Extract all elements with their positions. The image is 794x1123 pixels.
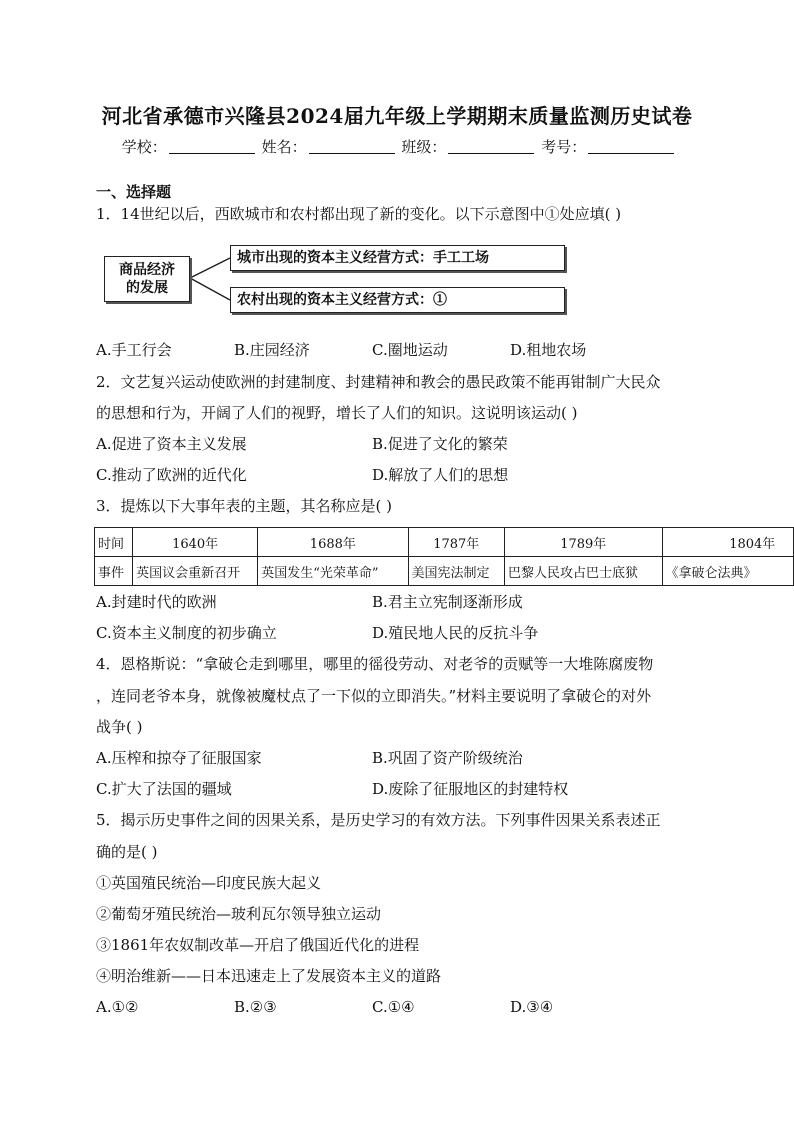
q5-item-1: ①英国殖民统治—印度民族大起义: [96, 874, 322, 892]
table-cell: 1787年: [408, 528, 505, 557]
q3-option-d[interactable]: D.殖民地人民的反抗斗争: [372, 624, 539, 642]
school-label: 学校：: [121, 138, 167, 156]
table-cell: 1688年: [258, 528, 408, 557]
table-cell: 1789年: [505, 528, 662, 557]
school-field[interactable]: [169, 139, 255, 154]
diagram-left-box: [104, 256, 190, 302]
q2-option-d[interactable]: D.解放了人们的思想: [372, 466, 509, 484]
q5-option-c[interactable]: C.①④: [372, 998, 415, 1016]
q1-option-a[interactable]: A.手工行会: [96, 341, 172, 359]
q2-option-c[interactable]: C.推动了欧洲的近代化: [96, 466, 247, 484]
q2-stem-line1: 2．文艺复兴运动使欧洲的封建制度、封建精神和教会的愚民政策不能再钳制广大民众: [96, 373, 661, 391]
q3-option-c[interactable]: C.资本主义制度的初步确立: [96, 624, 277, 642]
q5-option-d[interactable]: D.③④: [510, 998, 554, 1016]
section-heading: 一、选择题: [96, 183, 172, 201]
number-field[interactable]: [588, 139, 674, 154]
q1-option-c[interactable]: C.圈地运动: [372, 341, 448, 359]
table-cell: 美国宪法制定: [408, 557, 505, 586]
q4-stem-line2: ，连同老爷本身，就像被魔杖点了一下似的立即消失。”材料主要说明了拿破仑的对外: [96, 687, 652, 705]
q1-option-b[interactable]: B.庄园经济: [234, 341, 310, 359]
table-row: [95, 557, 794, 586]
q5-stem-line2: 确的是( ): [96, 843, 158, 861]
number-label: 考号：: [541, 138, 587, 156]
q3-timeline-table: [94, 527, 794, 586]
q4-stem-line1: 4．恩格斯说：“拿破仑走到哪里，哪里的徭役劳动、对老爷的贡赋等一大堆陈腐废物: [96, 655, 654, 673]
table-cell: 《拿破仑法典》: [662, 557, 794, 586]
class-label: 班级：: [401, 138, 447, 156]
q2-stem-line2: 的思想和行为，开阔了人们的视野，增长了人们的知识。这说明该运动( ): [96, 404, 578, 422]
table-cell: 1804年: [662, 528, 794, 557]
q4-stem-line3: 战争( ): [96, 718, 143, 736]
table-cell: 事件: [95, 557, 133, 586]
diagram-bottom-box: 农村出现的资本主义经营方式：①: [230, 287, 565, 313]
q5-item-2: ②葡萄牙殖民统治—玻利瓦尔领导独立运动: [96, 905, 382, 923]
name-field[interactable]: [309, 139, 395, 154]
q2-option-a[interactable]: A.促进了资本主义发展: [96, 435, 247, 453]
q1-stem: 1．14世纪以后，西欧城市和农村都出现了新的变化。以下示意图中①处应填( ): [96, 205, 622, 223]
q3-stem: 3．提炼以下大事年表的主题，其名称应是( ): [96, 497, 393, 515]
name-label: 姓名：: [261, 138, 307, 156]
q4-option-d[interactable]: D.废除了征服地区的封建特权: [372, 780, 569, 798]
q3-option-b[interactable]: B.君主立宪制逐渐形成: [372, 593, 523, 611]
q5-stem-line1: 5．揭示历史事件之间的因果关系，是历史学习的有效方法。下列事件因果关系表述正: [96, 811, 661, 829]
q4-option-b[interactable]: B.巩固了资产阶级统治: [372, 749, 523, 767]
table-cell: 时间: [95, 528, 133, 557]
student-info-row: [0, 136, 794, 157]
table-cell: 巴黎人民攻占巴士底狱: [505, 557, 662, 586]
q5-item-3: ③1861年农奴制改革—开启了俄国近代化的进程: [96, 936, 420, 954]
q5-item-4: ④明治维新——日本迅速走上了发展资本主义的道路: [96, 967, 442, 985]
table-cell: 1640年: [133, 528, 258, 557]
diagram-top-box: 城市出现的资本主义经营方式：手工工场: [230, 245, 565, 271]
diagram-left-text: 商品经济 的发展: [119, 262, 175, 296]
q4-option-c[interactable]: C.扩大了法国的疆域: [96, 780, 232, 798]
q5-option-a[interactable]: A.①②: [96, 998, 139, 1016]
table-cell: 英国议会重新召开: [133, 557, 258, 586]
q5-option-b[interactable]: B.②③: [234, 998, 277, 1016]
q2-option-b[interactable]: B.促进了文化的繁荣: [372, 435, 508, 453]
class-field[interactable]: [448, 139, 534, 154]
q1-diagram: [104, 240, 564, 320]
q1-option-d[interactable]: D.租地农场: [510, 341, 587, 359]
page-title: 河北省承德市兴隆县2024届九年级上学期期末质量监测历史试卷: [101, 104, 693, 128]
table-cell: 英国发生“光荣革命”: [258, 557, 408, 586]
q3-option-a[interactable]: A.封建时代的欧洲: [96, 593, 217, 611]
table-row: [95, 528, 794, 557]
q4-option-a[interactable]: A.压榨和掠夺了征服国家: [96, 749, 262, 767]
